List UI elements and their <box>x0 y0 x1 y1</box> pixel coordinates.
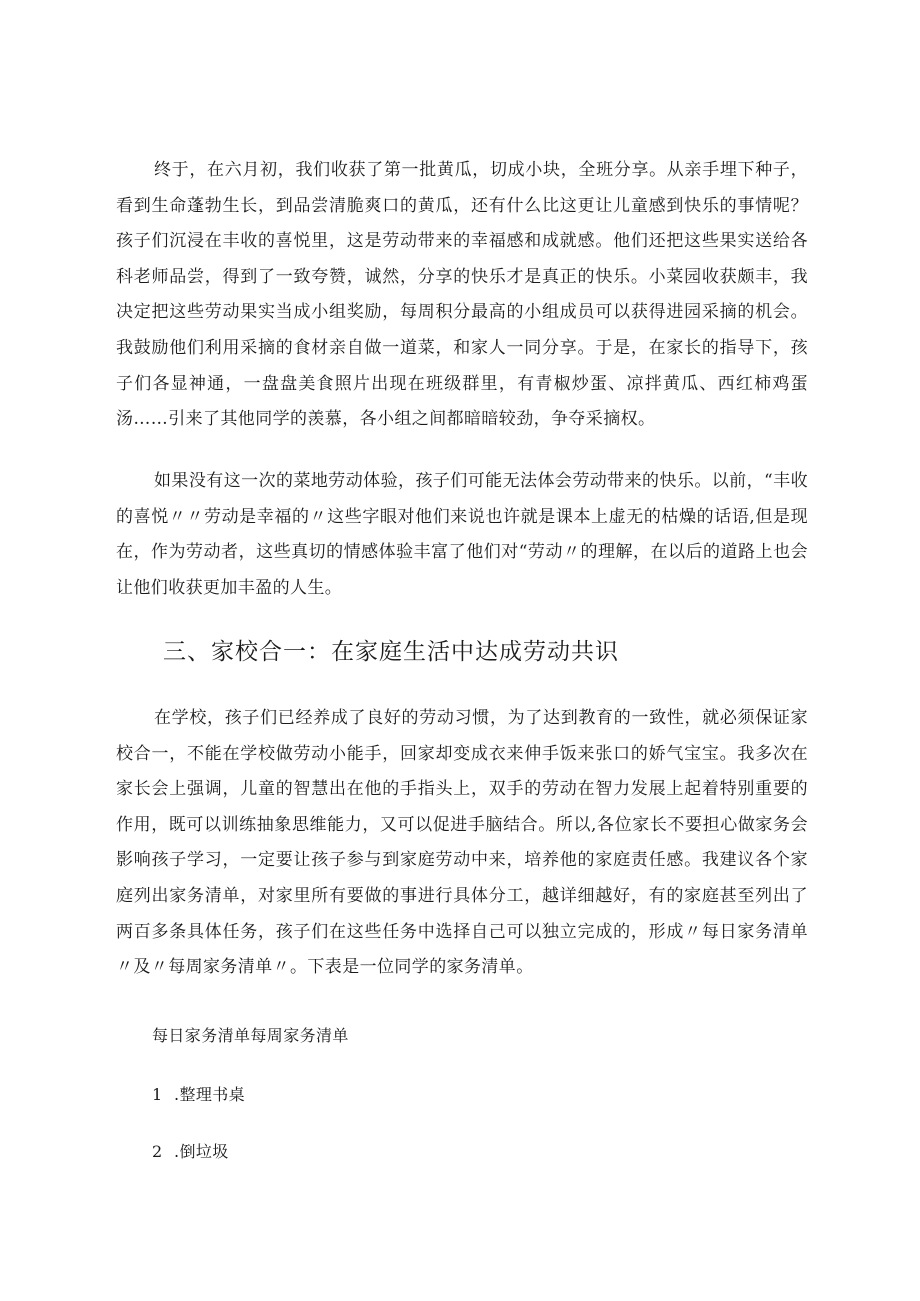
list-item-text: .倒垃圾 <box>174 1142 229 1161</box>
section-heading: 三、家校合一：在家庭生活中达成劳动共识 <box>163 639 619 665</box>
list-item-number: 1 <box>152 1085 163 1104</box>
list-item-text: .整理书桌 <box>174 1085 246 1104</box>
list-item <box>152 1083 245 1107</box>
paragraph-home-school: 在学校，孩子们已经养成了良好的劳动习惯，为了达到教育的一致性，就必须保证家校合一，不能在学校做劳动小能手，回家却变成衣来伸手饭来张口的娇气宝宝。我多次在家长会上强调，儿童的智慧出在他的手指头上，双手的劳动在智力发展上起着特别重要的作用，既可以训练抽象思维能力，又可以促进手脑结合。所以,各位家长不要担心做家务会影响孩子学习，一定要让孩子参与到家庭劳动中来，培养他的家庭责任感。我建议各个家庭列出家务清单，对家里所有要做的事进行具体分工，越详细越好，有的家庭甚至列出了两百多条具体任务，孩子们在这些任务中选择自己可以独立完成的，形成〃每日家务清单〃及〃每周家务清单〃。下表是一位同学的家务清单。 <box>116 708 808 978</box>
list-item-number: 2 <box>152 1142 163 1161</box>
paragraph-harvest: 终于，在六月初，我们收获了第一批黄瓜，切成小块，全班分享。从亲手埋下种子，看到生命蓬勃生长，到品尝清脆爽口的黄瓜，还有什么比这更让儿童感到快乐的事情呢？孩子们沉浸在丰收的喜悦里，这是劳动带来的幸福感和成就感。他们还把这些果实送给各科老师品尝，得到了一致夸赞，诚然，分享的快乐才是真正的快乐。小菜园收获颇丰，我决定把这些劳动果实当成小组奖励，每周积分最高的小组成员可以获得进园采摘的机会。我鼓励他们利用采摘的食材亲自做一道菜，和家人一同分享。于是，在家长的指导下，孩子们各显神通，一盘盘美食照片出现在班级群里，有青椒炒蛋、凉拌黄瓜、西红柿鸡蛋汤……引来了其他同学的羡慕，各小组之间都暗暗较劲，争夺采摘权。 <box>116 160 808 430</box>
chore-list-title: 每日家务清单每周家务清单 <box>152 1026 349 1045</box>
paragraph-reflection: 如果没有这一次的菜地劳动体验，孩子们可能无法体会劳动带来的快乐。以前，“丰收的喜悦〃〃劳动是幸福的〃这些字眼对他们来说也许就是课本上虚无的枯燥的话语,但是现在，作为劳动者，这些真切的情感体验丰富了他们对“劳动〃的理解，在以后的道路上也会让他们收获更加丰盈的人生。 <box>116 471 808 598</box>
list-item <box>152 1140 229 1164</box>
